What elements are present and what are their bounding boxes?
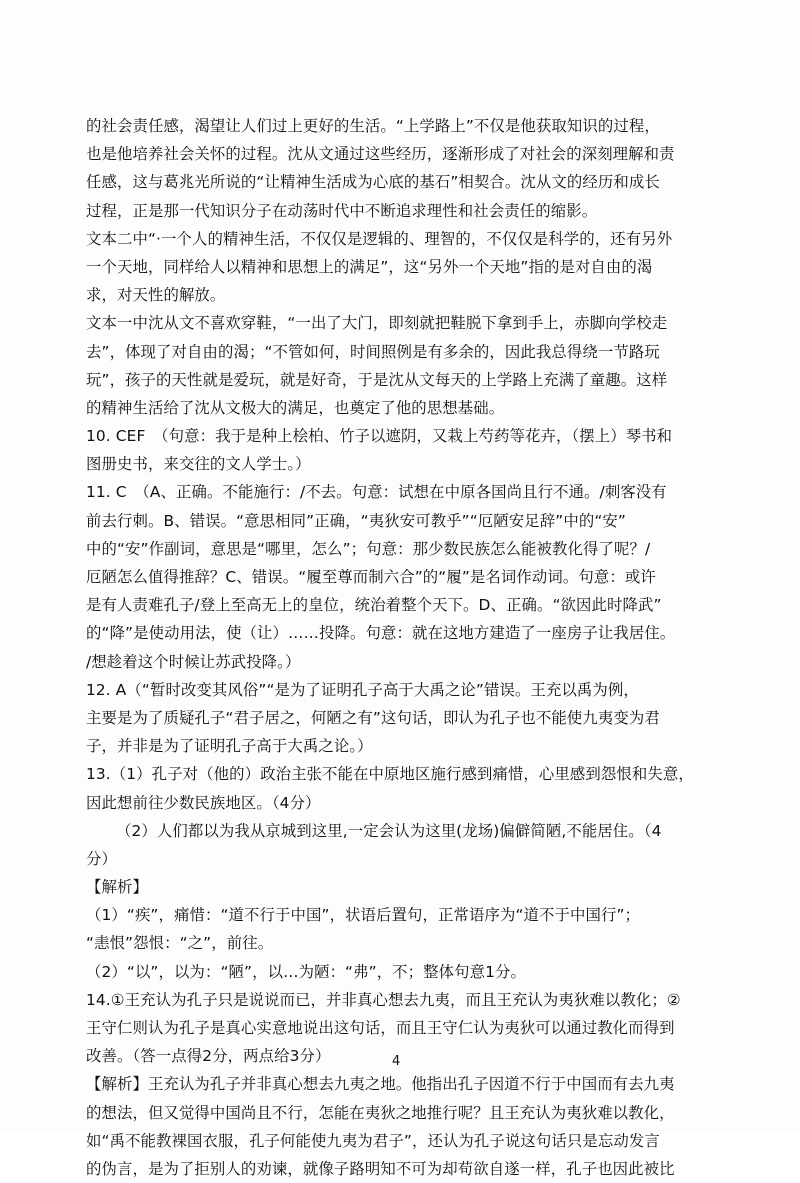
- text-line: 文本二中“·一个人的精神生活，不仅仅是逻辑的、理智的，不仅仅是科学的，还有另外: [86, 229, 673, 248]
- answer-13-line: 13.（1）孔子对（他的）政治主张不能在中原地区施行感到痛惜，心里感到怨恨和失意，: [86, 765, 694, 784]
- analysis-line: 【解析】王充认为孔子并非真心想去九夷之地。他指出孔子因道不行于中国而有去九夷: [86, 1075, 675, 1094]
- text-line: 主要是为了质疑孔子“君子居之，何陋之有”这句话，即认为孔子也不能使九夷变为君: [86, 708, 660, 727]
- text-line: 王守仁则认为孔子是真心实意地说出这句话，而且王守仁认为夷狄可以通过教化而得到: [86, 1019, 675, 1037]
- text-line: 的精神生活给了沈从文极大的满足，也奠定了他的思想基础。: [86, 398, 505, 417]
- text-line: 求，对天性的解放。: [86, 286, 226, 305]
- text-line: 中的“安”作副词，意思是“哪里，怎么”；句意：那少数民族怎么能被教化得了呢？/: [86, 539, 651, 558]
- text-line: 过程，正是那一代知识分子在动荡时代中不断追求理性和社会责任的缩影。: [86, 201, 598, 220]
- text-line: 的“降”是使动用法，使（让）……投降。句意：就在这地方建造了一座房子让我居住。: [86, 624, 676, 643]
- text-line: 任感，这与葛兆光所说的“让精神生活成为心底的基石”相契合。沈从文的经历和成长: [86, 173, 660, 192]
- text-line: 厄陋怎么值得推辞？C、错误。“履至尊而制六合”的“履”是名词作动词。句意：或许: [86, 568, 656, 586]
- text-line: 是有人责难孔子/登上至高无上的皇位，统治着整个天下。D、正确。“欲因此时降武”: [86, 596, 662, 615]
- answer-10-line: 10. CEF （句意：我于是种上桧柏、竹子以遮阴，又栽上芍药等花卉，（摆上）琴书和: [86, 427, 673, 446]
- text-line: 玩”，孩子的天性就是爱玩，就是好奇，于是沈从文每天的上学路上充满了童趣。这样: [86, 370, 668, 389]
- text-line: 去”，体现了对自由的渴；“不管如何，时间照例是有多余的，因此我总得绕一节路玩: [86, 342, 660, 361]
- text-line: （1）“疾”，痛惜：“道不行于中国”，状语后置句，正常语序为“道不于中国行”；: [86, 906, 641, 925]
- text-line: “恚恨”怨恨：“之”，前往。: [86, 934, 274, 953]
- answer-12-line: 12. A（“暂时改变其风俗”“是为了证明孔子高于大禹之论”错误。王充以禹为例，: [86, 680, 639, 699]
- text-line: 一个天地，同样给人以精神和思想上的满足”，这“另外一个天地”指的是对自由的渴: [86, 257, 653, 276]
- text-line: /想趁着这个时候让苏武投降。）: [86, 652, 301, 671]
- text-line: 因此想前往少数民族地区。（4分）: [86, 793, 321, 812]
- answer-text-body: [86, 112, 726, 1183]
- text-line: （2）人们都以为我从京城到这里,一定会认为这里(龙场)偏僻简陋,不能居住。（4: [116, 821, 662, 840]
- text-line: 分）: [86, 849, 117, 868]
- text-line: 前去行刺。B、错误。“意思相同”正确，“夷狄安可教乎”“厄陋安足辞”中的“安”: [86, 511, 626, 530]
- text-line: 的社会责任感，渴望让人们过上更好的生活。“上学路上”不仅是他获取知识的过程，: [86, 117, 660, 135]
- analysis-heading: 【解析】: [86, 878, 148, 897]
- answer-14-line: 14.①王充认为孔子只是说说而已，并非真心想去九夷，而且王充认为夷狄难以教化；②: [86, 990, 681, 1009]
- text-line: 改善。（答一点得2分，两点给3分）: [86, 1047, 331, 1066]
- text-line: 子，并非是为了证明孔子高于大禹之论。）: [86, 737, 373, 756]
- text-line: 图册史书，来交往的文人学士。）: [86, 455, 311, 474]
- text-line: 也是他培养社会关怀的过程。沈从文通过这些经历，逐渐形成了对社会的深刻理解和责: [86, 145, 675, 164]
- page-number: 4: [392, 1054, 401, 1069]
- text-line: （2）“以”，以为：“陋”，以…为陋：“弗”，不；整体句意1分。: [86, 962, 526, 981]
- text-line: 文本一中沈从文不喜欢穿鞋，“一出了大门，即刻就把鞋脱下拿到手上，赤脚向学校走: [86, 314, 668, 333]
- text-line: 的想法，但又觉得中国尚且不行，怎能在夷狄之地推行呢？且王充认为夷狄难以教化，: [86, 1103, 675, 1122]
- text-line: 如“禹不能教裸国衣服，孔子何能使九夷为君子”，还认为孔子说这句话只是忘动发言: [86, 1131, 660, 1150]
- text-line: 的伪言，是为了拒别人的劝谏，就像子路明知不可为却苟欲自遂一样，孔子也因此被比: [86, 1159, 675, 1178]
- answer-11-line: 11. C （A、正确。不能施行：/不去。句意：试想在中原各国尚且行不通。/刺客没有: [86, 483, 667, 502]
